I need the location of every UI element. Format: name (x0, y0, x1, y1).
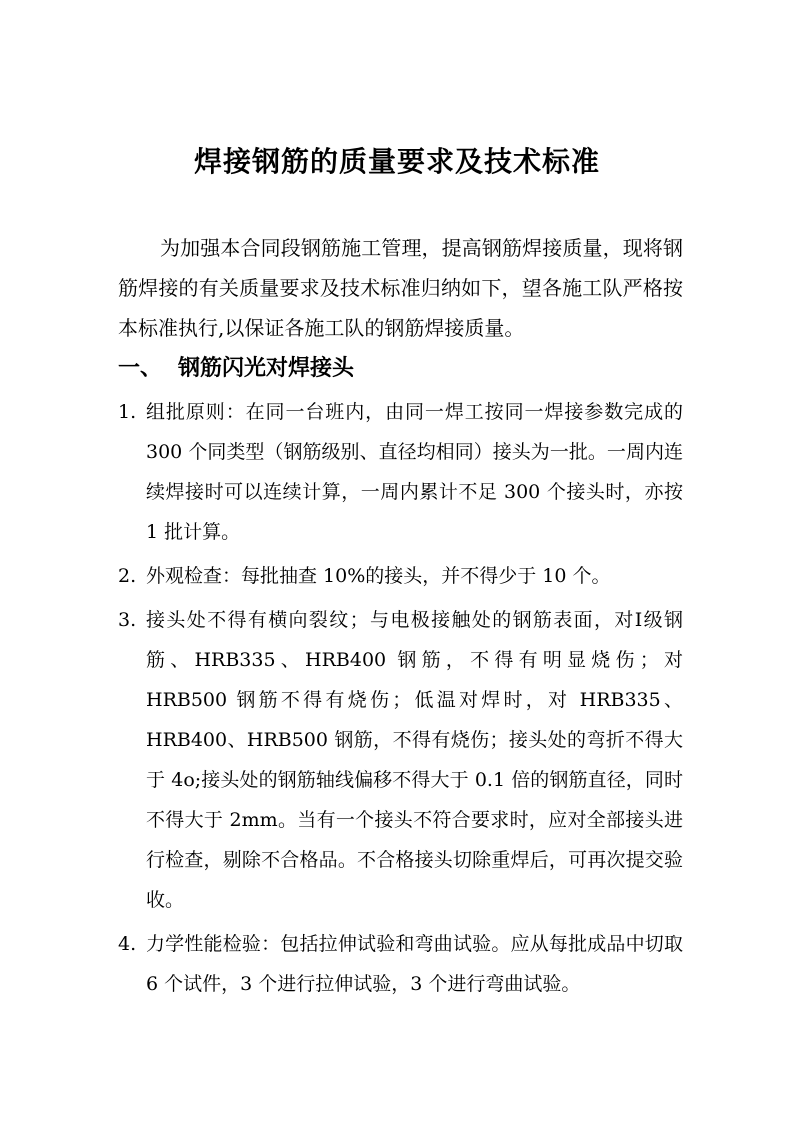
list-item-number: 2. (118, 565, 137, 587)
section-number: 一、 (118, 355, 163, 381)
list-item (118, 556, 683, 596)
list-item-number: 3. (118, 609, 137, 631)
list-item-text: 接头处不得有横向裂纹；与电极接触处的钢筋表面，对Ⅰ级钢筋、HRB335、HRB400 钢筋，不得有明显烧伤；对 HRB500 钢筋不得有烧伤；低温对焊时，对 HRB335、HRB400、HRB500 钢筋，不得有烧伤；接头处的弯折不得大于 4o;接头处的钢筋轴线偏移不得大于 0.1 倍的钢筋直径，同时不得大于 2mm。当有一个接头不符合要求时，应对全部接头进行检查，剔除不合格品。不合格接头切除重焊后，可再次提交验收。 (146, 609, 683, 911)
list-item-number: 1. (118, 401, 137, 423)
list-item (118, 924, 683, 1004)
document-title: 焊接钢筋的质量要求及技术标准 (193, 145, 600, 178)
list-item (118, 392, 683, 552)
requirements-list (118, 392, 683, 1004)
list-item-number: 4. (118, 933, 137, 955)
list-item-text: 力学性能检验：包括拉伸试验和弯曲试验。应从每批成品中切取 6 个试件，3 个进行拉伸试验，3 个进行弯曲试验。 (146, 933, 683, 995)
section-heading-text: 钢筋闪光对焊接头 (178, 355, 355, 381)
list-item-text: 外观检查：每批抽查 10%的接头，并不得少于 10 个。 (146, 565, 611, 587)
list-item-text: 组批原则：在同一台班内，由同一焊工按同一焊接参数完成的 300 个同类型（钢筋级别、直径均相同）接头为一批。一周内连续焊接时可以连续计算，一周内累计不足 300 个接头时，亦按 1 批计算。 (146, 401, 683, 543)
intro-paragraph: 为加强本合同段钢筋施工管理，提高钢筋焊接质量，现将钢筋焊接的有关质量要求及技术标准归纳如下，望各施工队严格按本标准执行,以保证各施工队的钢筋焊接质量。 (118, 236, 683, 340)
list-item (118, 600, 683, 920)
section-heading (118, 352, 354, 384)
